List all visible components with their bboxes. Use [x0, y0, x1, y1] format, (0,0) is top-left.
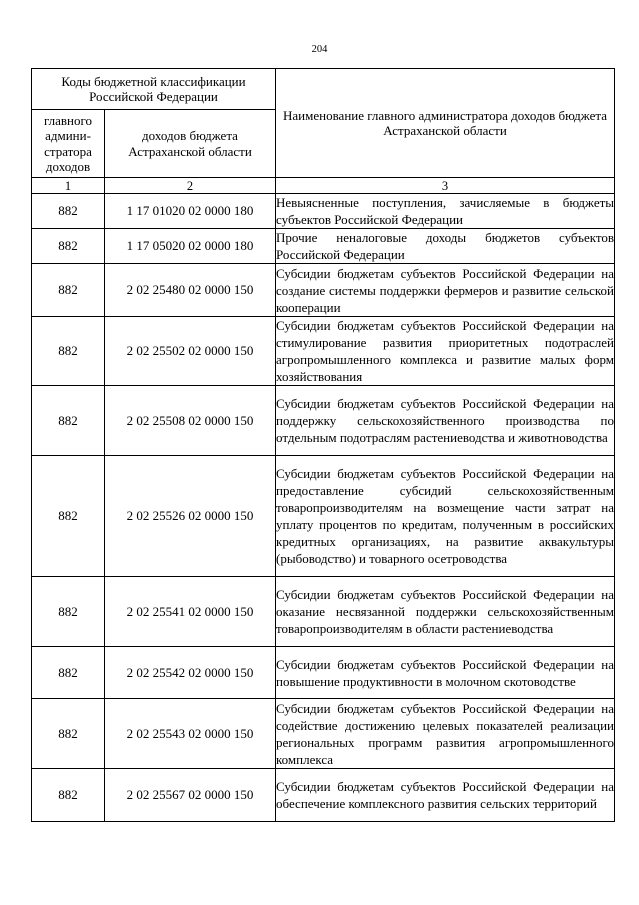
budget-classification-table	[31, 68, 615, 822]
column-number-2: 2	[105, 178, 276, 194]
admin-code-cell: 882	[32, 699, 105, 769]
table-row	[32, 386, 615, 456]
income-code-cell: 2 02 25502 02 0000 150	[105, 317, 276, 386]
income-name-cell: Невыясненные поступления, зачисляемые в бюджеты субъектов Российской Федерации	[276, 195, 615, 227]
income-code-cell: 2 02 25543 02 0000 150	[105, 699, 276, 769]
income-name-cell: Субсидии бюджетам субъектов Российской Федерации на оказание несвязанной поддержки сельскохозяйственным товаропроизводителям в области растениеводства	[276, 577, 615, 647]
header-codes-group: Коды бюджетной классификации Российской Федерации	[32, 69, 276, 110]
admin-code-cell: 882	[32, 577, 105, 647]
table-row	[32, 456, 615, 577]
income-code-cell: 1 17 05020 02 0000 180	[105, 229, 276, 264]
income-name-cell: Субсидии бюджетам субъектов Российской Федерации на обеспечение комплексного развития сельских территорий	[276, 769, 615, 822]
table-row	[32, 577, 615, 647]
income-code-cell: 2 02 25526 02 0000 150	[105, 456, 276, 577]
table-row	[32, 769, 615, 822]
income-name-cell: Субсидии бюджетам субъектов Российской Федерации на содействие достижению целевых показателей реализации региональных программ развития агропромышленного комплекса	[276, 700, 615, 767]
column-number-3: 3	[276, 178, 615, 194]
admin-code-cell: 882	[32, 647, 105, 699]
admin-code-cell: 882	[32, 229, 105, 264]
income-code-cell: 2 02 25508 02 0000 150	[105, 386, 276, 456]
table-row	[32, 317, 615, 386]
header-main-administrator: главного админи-стратора доходов	[32, 110, 105, 178]
income-code-cell: 2 02 25541 02 0000 150	[105, 577, 276, 647]
column-number-1: 1	[32, 178, 105, 194]
admin-code-cell: 882	[32, 317, 105, 386]
admin-code-cell: 882	[32, 386, 105, 456]
admin-code-cell: 882	[32, 194, 105, 229]
admin-code-cell: 882	[32, 264, 105, 317]
table-row	[32, 229, 615, 264]
table-row	[32, 647, 615, 699]
header-income-code: доходов бюджета Астраханской области	[105, 110, 276, 178]
income-code-cell: 1 17 01020 02 0000 180	[105, 194, 276, 229]
income-name-cell: Прочие неналоговые доходы бюджетов субъектов Российской Федерации	[276, 230, 615, 262]
income-name-cell: Субсидии бюджетам субъектов Российской Федерации на повышение продуктивности в молочном скотоводстве	[276, 647, 615, 699]
table-row	[32, 194, 615, 229]
income-code-cell: 2 02 25480 02 0000 150	[105, 264, 276, 317]
column-number-row	[32, 178, 615, 194]
table-row	[32, 264, 615, 317]
header-administrator-name: Наименование главного администратора доходов бюджета Астраханской области	[276, 69, 615, 178]
income-name-cell: Субсидии бюджетам субъектов Российской Федерации на предоставление субсидий сельскохозяйственным товаропроизводителям на возмещение части затрат на уплату процентов по кредитам, полученным в российских кредитных организациях, на развитие аквакультуры (рыбоводство) и товарного осетроводства	[276, 456, 615, 577]
income-code-cell: 2 02 25567 02 0000 150	[105, 769, 276, 822]
income-name-cell: Субсидии бюджетам субъектов Российской Федерации на поддержку сельскохозяйственного производства по отдельным подотраслям растениеводства и животноводства	[276, 386, 615, 456]
admin-code-cell: 882	[32, 456, 105, 577]
table-header-row	[32, 69, 615, 110]
table-row	[32, 699, 615, 769]
admin-code-cell: 882	[32, 769, 105, 822]
income-code-cell: 2 02 25542 02 0000 150	[105, 647, 276, 699]
page-number: 204	[311, 44, 328, 55]
income-name-cell: Субсидии бюджетам субъектов Российской Федерации на стимулирование развития приоритетных подотраслей агропромышленного комплекса и развитие малых форм хозяйствования	[276, 318, 615, 384]
income-name-cell: Субсидии бюджетам субъектов Российской Федерации на создание системы поддержки фермеров и развитие сельской кооперации	[276, 265, 615, 315]
